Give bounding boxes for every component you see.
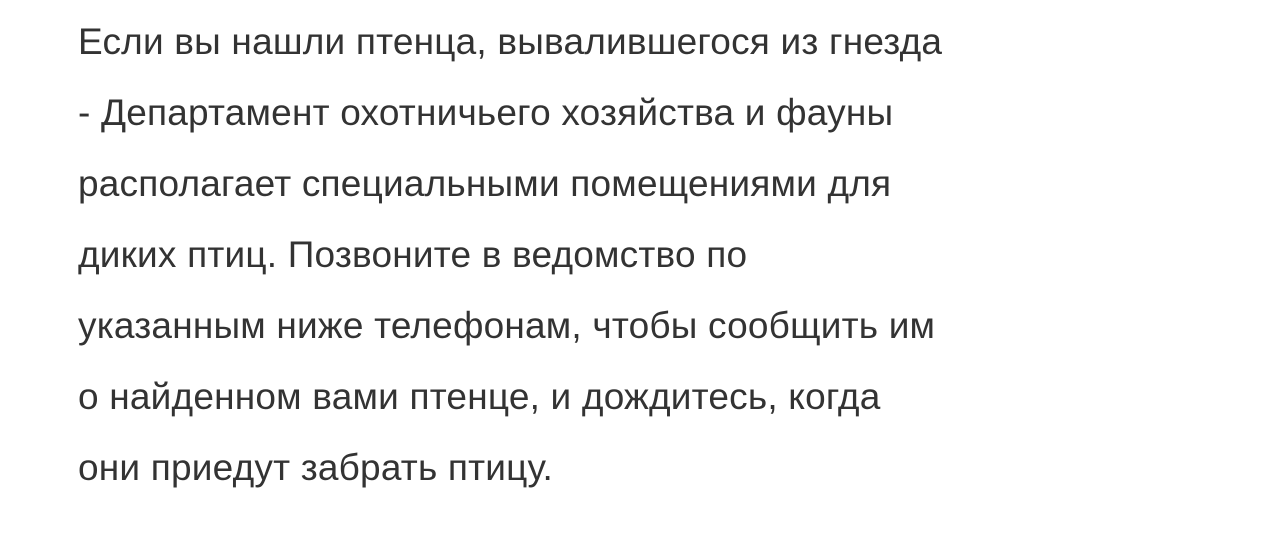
paragraph-line: диких птиц. Позвоните в ведомство по [78, 234, 748, 275]
paragraph-line: о найденном вами птенце, и дождитесь, когда [78, 376, 881, 417]
paragraph-line: они приедут забрать птицу. [78, 447, 554, 488]
paragraph-line: указанным ниже телефонам, чтобы сообщить им [78, 305, 936, 346]
paragraph-line: располагает специальными помещениями для [78, 163, 892, 204]
paragraph-line: - Департамент охотничьего хозяйства и фауны [78, 92, 894, 133]
paragraph-line: Если вы нашли птенца, вывалившегося из гнезда [78, 21, 943, 62]
